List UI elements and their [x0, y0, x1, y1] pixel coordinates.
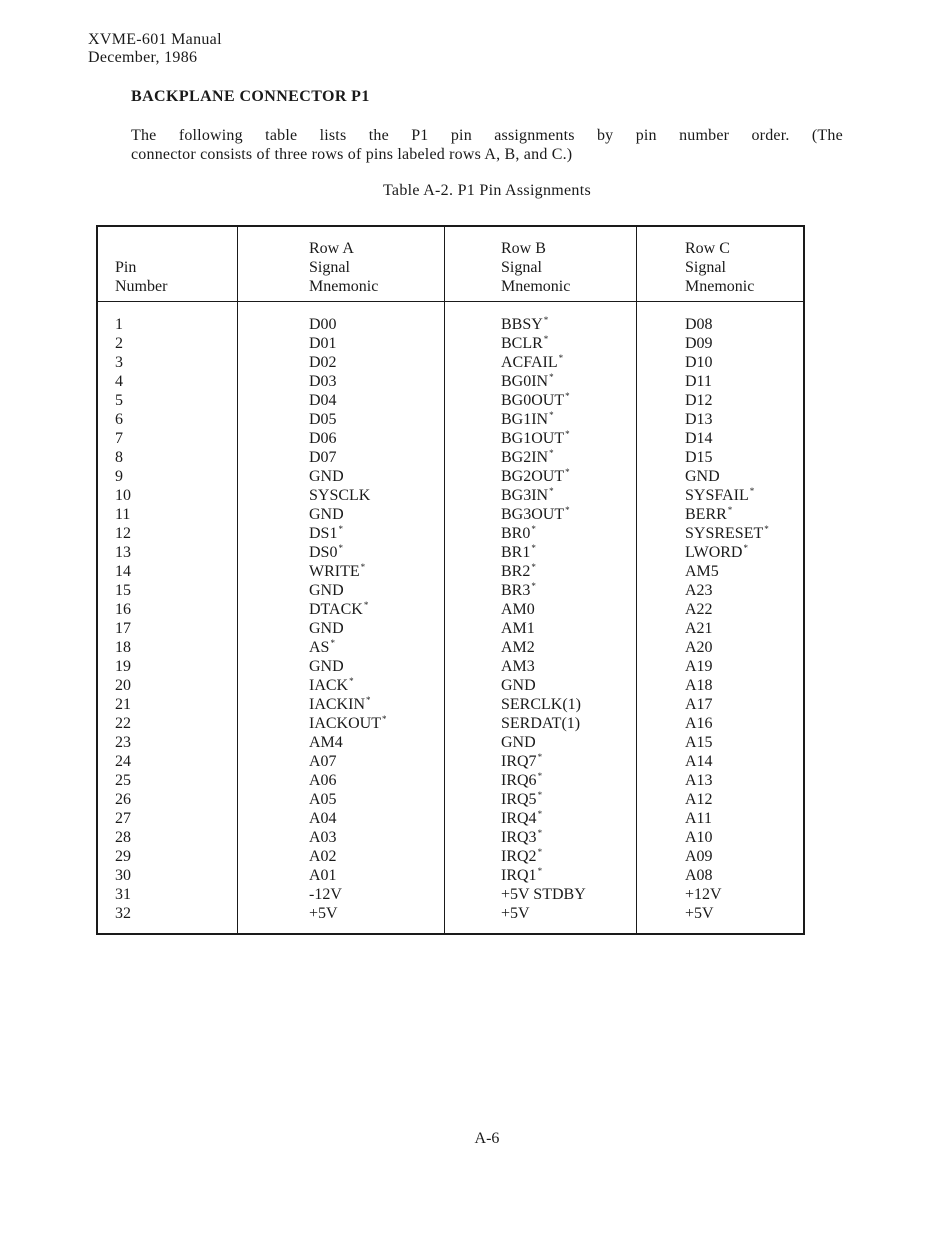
row-a-signal-cell: A04 [309, 810, 337, 827]
row-c-signal-cell: A15 [685, 734, 713, 751]
pin-number-cell: 26 [115, 791, 131, 808]
pin-number-cell: 8 [115, 449, 123, 466]
row-a-signal-cell: IACKIN* [309, 695, 371, 713]
active-low-asterisk: * [531, 524, 536, 534]
active-low-asterisk: * [537, 752, 543, 762]
pin-number-cell: 5 [115, 392, 123, 409]
pin-number-cell: 4 [115, 373, 123, 390]
pin-number-cell: 2 [115, 335, 123, 352]
row-b-signal-cell: BG1IN* [501, 410, 554, 428]
row-b-signal-cell: ACFAIL* [501, 353, 564, 371]
row-a-signal-cell: WRITE* [309, 562, 366, 580]
intro-word: by [596, 127, 614, 144]
pin-number-cell: 13 [115, 544, 131, 561]
active-low-asterisk: * [558, 353, 564, 363]
row-c-signal-cell: A12 [685, 791, 713, 808]
intro-word: P1 [411, 127, 429, 144]
row-a-signal-cell: +5V [309, 905, 338, 922]
row-b-signal-cell: IRQ1* [501, 866, 543, 884]
active-low-asterisk: * [537, 866, 543, 876]
pin-number-cell: 27 [115, 810, 131, 827]
intro-line-2: connector consists of three rows of pins labeled rows A, B, and C.) [131, 146, 573, 163]
active-low-asterisk: * [565, 429, 570, 439]
active-low-asterisk: * [338, 543, 343, 553]
row-b-signal-cell: SERCLK(1) [501, 696, 581, 713]
intro-word: The [131, 127, 157, 144]
row-c-signal-cell: AM5 [685, 563, 719, 580]
row-a-column [309, 315, 387, 923]
active-low-asterisk: * [531, 543, 536, 553]
intro-word: following [178, 127, 243, 144]
row-a-signal-cell: GND [309, 506, 344, 523]
header-row-a-line: Signal [309, 259, 350, 276]
pin-number-cell: 32 [115, 905, 131, 922]
intro-word: assignments [494, 127, 575, 144]
header-pin-line: Number [115, 278, 168, 295]
intro-word: (The [811, 127, 843, 144]
table-caption: Table A-2. P1 Pin Assignments [382, 182, 592, 199]
row-a-signal-cell: DS0* [309, 543, 343, 561]
active-low-asterisk: * [549, 486, 554, 496]
intro-line-1 [131, 126, 843, 145]
row-c-signal-cell: A19 [685, 658, 713, 675]
intro-word: the [368, 127, 389, 144]
pin-number-cell: 15 [115, 582, 131, 599]
row-b-signal-cell: GND [501, 734, 536, 751]
row-b-signal-cell: AM1 [501, 620, 535, 637]
row-c-signal-cell: A13 [685, 772, 713, 789]
row-b-signal-cell: BR3* [501, 581, 536, 599]
pin-number-cell: 11 [115, 506, 131, 523]
pin-number-cell: 3 [115, 354, 123, 371]
row-c-signal-cell: BERR* [685, 505, 733, 523]
row-b-signal-cell: BBSY* [501, 315, 549, 333]
column-divider [444, 227, 445, 933]
row-c-signal-cell: SYSRESET* [685, 524, 769, 542]
active-low-asterisk: * [349, 676, 354, 686]
active-low-asterisk: * [330, 638, 335, 648]
row-c-signal-cell: D10 [685, 354, 713, 371]
pin-number-cell: 22 [115, 715, 131, 732]
row-b-signal-cell: AM0 [501, 601, 535, 618]
row-b-signal-cell: +5V STDBY [501, 886, 586, 903]
row-b-signal-cell: BG0IN* [501, 372, 554, 390]
pin-number-cell: 23 [115, 734, 131, 751]
row-c-signal-cell: D15 [685, 449, 713, 466]
row-a-signal-cell: GND [309, 582, 344, 599]
row-a-signal-cell: A07 [309, 753, 337, 770]
active-low-asterisk: * [743, 543, 748, 553]
pin-number-cell: 14 [115, 563, 131, 580]
header-row-c-line: Mnemonic [685, 278, 755, 295]
row-c-signal-cell: +12V [685, 886, 722, 903]
pin-number-cell: 1 [115, 316, 123, 333]
row-a-signal-cell: D01 [309, 335, 337, 352]
intro-word: order. [751, 127, 790, 144]
row-b-signal-cell: IRQ7* [501, 752, 543, 770]
header-row-c [685, 239, 754, 296]
row-a-signal-cell: IACKOUT* [309, 714, 387, 732]
pin-number-column [115, 315, 131, 923]
pin-number-cell: 7 [115, 430, 123, 447]
row-b-signal-cell: AM2 [501, 639, 535, 656]
intro-word: lists [319, 127, 347, 144]
row-c-signal-cell: D08 [685, 316, 713, 333]
row-c-signal-cell: D14 [685, 430, 713, 447]
row-a-signal-cell: GND [309, 658, 344, 675]
row-a-signal-cell: -12V [309, 886, 342, 903]
manual-title: XVME-601 Manual [88, 31, 222, 48]
pin-number-cell: 25 [115, 772, 131, 789]
row-b-signal-cell: BR1* [501, 543, 536, 561]
pin-number-cell: 9 [115, 468, 123, 485]
row-b-signal-cell: IRQ2* [501, 847, 543, 865]
pin-number-cell: 29 [115, 848, 131, 865]
row-b-signal-cell: BCLR* [501, 334, 549, 352]
row-a-signal-cell: IACK* [309, 676, 354, 694]
row-c-signal-cell: D11 [685, 373, 712, 390]
pin-number-cell: 31 [115, 886, 131, 903]
row-a-signal-cell: A03 [309, 829, 337, 846]
manual-date: December, 1986 [88, 49, 198, 66]
active-low-asterisk: * [537, 828, 543, 838]
row-b-signal-cell: GND [501, 677, 536, 694]
header-row-a-line: Row A [309, 240, 354, 257]
row-c-signal-cell: A09 [685, 848, 713, 865]
intro-word: pin [635, 127, 657, 144]
pin-number-cell: 30 [115, 867, 131, 884]
row-a-signal-cell: GND [309, 468, 344, 485]
row-a-signal-cell: D02 [309, 354, 337, 371]
active-low-asterisk: * [537, 771, 543, 781]
row-b-signal-cell: BG0OUT* [501, 391, 570, 409]
row-a-signal-cell: A05 [309, 791, 337, 808]
row-c-signal-cell: A11 [685, 810, 712, 827]
row-b-signal-cell: IRQ6* [501, 771, 543, 789]
column-divider [237, 227, 238, 933]
pin-number-cell: 10 [115, 487, 131, 504]
pin-number-cell: 20 [115, 677, 131, 694]
intro-word: pin [450, 127, 472, 144]
row-c-signal-cell: A20 [685, 639, 713, 656]
row-c-signal-cell: A22 [685, 601, 713, 618]
row-b-signal-cell: BG3IN* [501, 486, 554, 504]
row-b-signal-cell: BR2* [501, 562, 536, 580]
row-b-signal-cell: BG3OUT* [501, 505, 570, 523]
active-low-asterisk: * [537, 847, 543, 857]
pin-number-cell: 24 [115, 753, 131, 770]
row-a-signal-cell: D04 [309, 392, 337, 409]
active-low-asterisk: * [537, 809, 543, 819]
row-c-signal-cell: A17 [685, 696, 713, 713]
row-b-signal-cell: BG2OUT* [501, 467, 570, 485]
row-b-signal-cell: BR0* [501, 524, 536, 542]
row-b-signal-cell: IRQ4* [501, 809, 543, 827]
row-c-signal-cell: GND [685, 468, 720, 485]
row-a-signal-cell: D00 [309, 316, 337, 333]
header-row-b-line: Row B [501, 240, 546, 257]
pin-number-cell: 21 [115, 696, 131, 713]
row-c-signal-cell: A21 [685, 620, 713, 637]
intro-word: table [265, 127, 298, 144]
row-b-signal-cell: SERDAT(1) [501, 715, 581, 732]
active-low-asterisk: * [531, 562, 536, 572]
intro-paragraph [131, 126, 843, 164]
row-a-signal-cell: SYSCLK [309, 487, 371, 504]
pin-number-cell: 19 [115, 658, 131, 675]
pin-number-cell: 6 [115, 411, 123, 428]
row-c-signal-cell: A23 [685, 582, 713, 599]
header-row-c-line: Row C [685, 240, 730, 257]
row-a-signal-cell: AM4 [309, 734, 343, 751]
header-pin-line [115, 239, 167, 258]
active-low-asterisk: * [749, 486, 755, 496]
active-low-asterisk: * [565, 391, 570, 401]
pin-number-cell: 18 [115, 639, 131, 656]
active-low-asterisk: * [338, 524, 343, 534]
row-c-signal-cell: D09 [685, 335, 713, 352]
active-low-asterisk: * [543, 334, 549, 344]
page-number: A-6 [474, 1130, 500, 1147]
pin-assignment-table [96, 225, 805, 935]
row-b-signal-cell: BG2IN* [501, 448, 554, 466]
column-divider [636, 227, 637, 933]
row-b-signal-cell: AM3 [501, 658, 535, 675]
row-c-signal-cell: +5V [685, 905, 714, 922]
active-low-asterisk: * [543, 315, 549, 325]
active-low-asterisk: * [366, 695, 371, 705]
section-title: BACKPLANE CONNECTOR P1 [131, 88, 370, 105]
active-low-asterisk: * [549, 410, 554, 420]
row-b-column [501, 315, 586, 923]
active-low-asterisk: * [565, 505, 570, 515]
row-a-signal-cell: GND [309, 620, 344, 637]
header-row-a-line: Mnemonic [309, 278, 379, 295]
row-b-signal-cell: BG1OUT* [501, 429, 570, 447]
row-a-signal-cell: DTACK* [309, 600, 369, 618]
header-row-b-line: Signal [501, 259, 542, 276]
row-a-signal-cell: AS* [309, 638, 335, 656]
active-low-asterisk: * [382, 714, 387, 724]
row-c-signal-cell: A18 [685, 677, 713, 694]
row-c-signal-cell: A14 [685, 753, 713, 770]
active-low-asterisk: * [565, 467, 570, 477]
header-divider [98, 301, 803, 302]
active-low-asterisk: * [360, 562, 366, 572]
pin-number-cell: 17 [115, 620, 131, 637]
pin-number-cell: 28 [115, 829, 131, 846]
row-a-signal-cell: A01 [309, 867, 337, 884]
row-a-signal-cell: D05 [309, 411, 337, 428]
pin-number-cell: 12 [115, 525, 131, 542]
active-low-asterisk: * [764, 524, 769, 534]
row-b-signal-cell: IRQ5* [501, 790, 543, 808]
row-c-column [685, 315, 769, 923]
active-low-asterisk: * [549, 448, 554, 458]
active-low-asterisk: * [549, 372, 554, 382]
row-c-signal-cell: A08 [685, 867, 713, 884]
row-a-signal-cell: A02 [309, 848, 337, 865]
row-a-signal-cell: D03 [309, 373, 337, 390]
header-row-c-line: Signal [685, 259, 726, 276]
row-a-signal-cell: DS1* [309, 524, 343, 542]
row-a-signal-cell: D07 [309, 449, 337, 466]
row-a-signal-cell: A06 [309, 772, 337, 789]
active-low-asterisk: * [363, 600, 369, 610]
row-c-signal-cell: A16 [685, 715, 713, 732]
row-c-signal-cell: LWORD* [685, 543, 748, 561]
intro-word: number [679, 127, 730, 144]
row-b-signal-cell: +5V [501, 905, 530, 922]
row-b-signal-cell: IRQ3* [501, 828, 543, 846]
row-a-signal-cell: D06 [309, 430, 337, 447]
header-row-b [501, 239, 570, 296]
header-pin-number [115, 239, 167, 296]
header-row-a [309, 239, 378, 296]
pin-number-cell: 16 [115, 601, 131, 618]
header-pin-line: Pin [115, 259, 137, 276]
row-c-signal-cell: A10 [685, 829, 713, 846]
row-c-signal-cell: D13 [685, 411, 713, 428]
active-low-asterisk: * [727, 505, 733, 515]
row-c-signal-cell: D12 [685, 392, 713, 409]
active-low-asterisk: * [537, 790, 543, 800]
active-low-asterisk: * [531, 581, 536, 591]
row-c-signal-cell: SYSFAIL* [685, 486, 755, 504]
header-row-b-line: Mnemonic [501, 278, 571, 295]
